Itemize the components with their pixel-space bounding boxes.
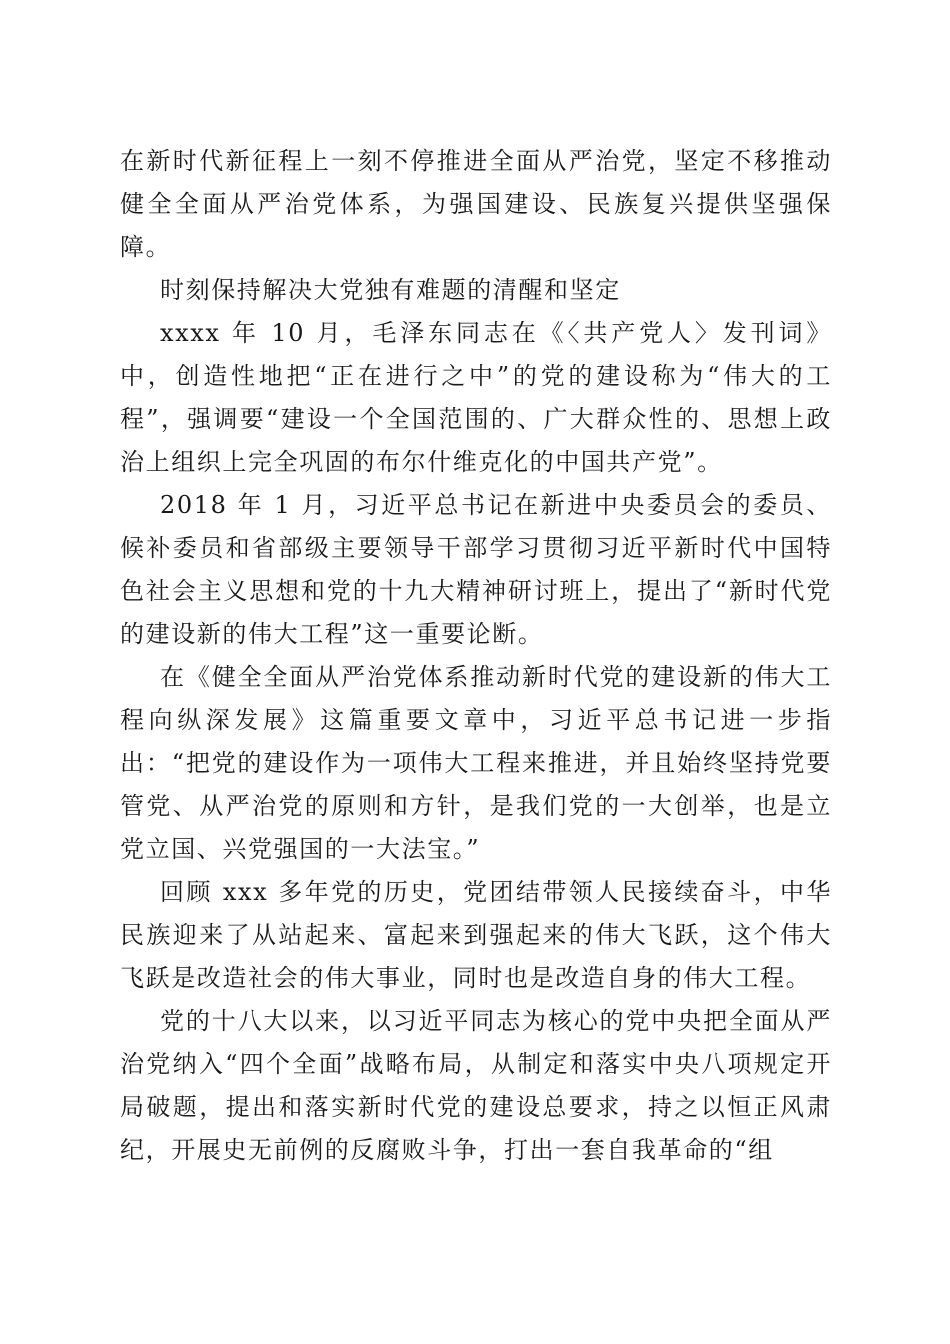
paragraph: 2018 年 1 月，习近平总书记在新进中央委员会的委员、候补委员和省部级主要领导干部学习贯彻习近平新时代中国特色社会主义思想和党的十九大精神研讨班上，提出了“新时代党的建设新的伟大工程”这一重要论断。 xyxy=(120,491,832,648)
paragraph: 在《健全全面从严治党体系推动新时代党的建设新的伟大工程向纵深发展》这篇重要文章中，习近平总书记进一步指出：“把党的建设作为一项伟大工程来推进，并且始终坚持党要管党、从严治党的原则和方针，是我们党的一大创举，也是立党立国、兴党强国的一大法宝。” xyxy=(120,663,832,863)
paragraph: 党的十八大以来，以习近平同志为核心的党中央把全面从严治党纳入“四个全面”战略布局，从制定和落实中央八项规定开局破题，提出和落实新时代党的建设总要求，持之以恒正风肃纪，开展史无前例的反腐败斗争，打出一套自我革命的“组 xyxy=(120,1007,832,1164)
section-heading: 时刻保持解决大党独有难题的清醒和坚定 xyxy=(160,276,621,304)
paragraph: xxxx 年 10 月，毛泽东同志在《〈共产党人〉发刊词》中，创造性地把“正在进行之中”的党的建设称为“伟大的工程”，强调要“建设一个全国范围的、广大群众性的、思想上政治上组织上完全巩固的布尔什维克化的中国共产党”。 xyxy=(120,319,832,476)
paragraph-continuation: 在新时代新征程上一刻不停推进全面从严治党，坚定不移推动健全全面从严治党体系，为强国建设、民族复兴提供坚强保障。 xyxy=(120,147,832,261)
paragraph: 回顾 xxx 多年党的历史，党团结带领人民接续奋斗，中华民族迎来了从站起来、富起来到强起来的伟大飞跃，这个伟大飞跃是改造社会的伟大事业，同时也是改造自身的伟大工程。 xyxy=(120,878,832,992)
document-body xyxy=(120,140,832,1172)
